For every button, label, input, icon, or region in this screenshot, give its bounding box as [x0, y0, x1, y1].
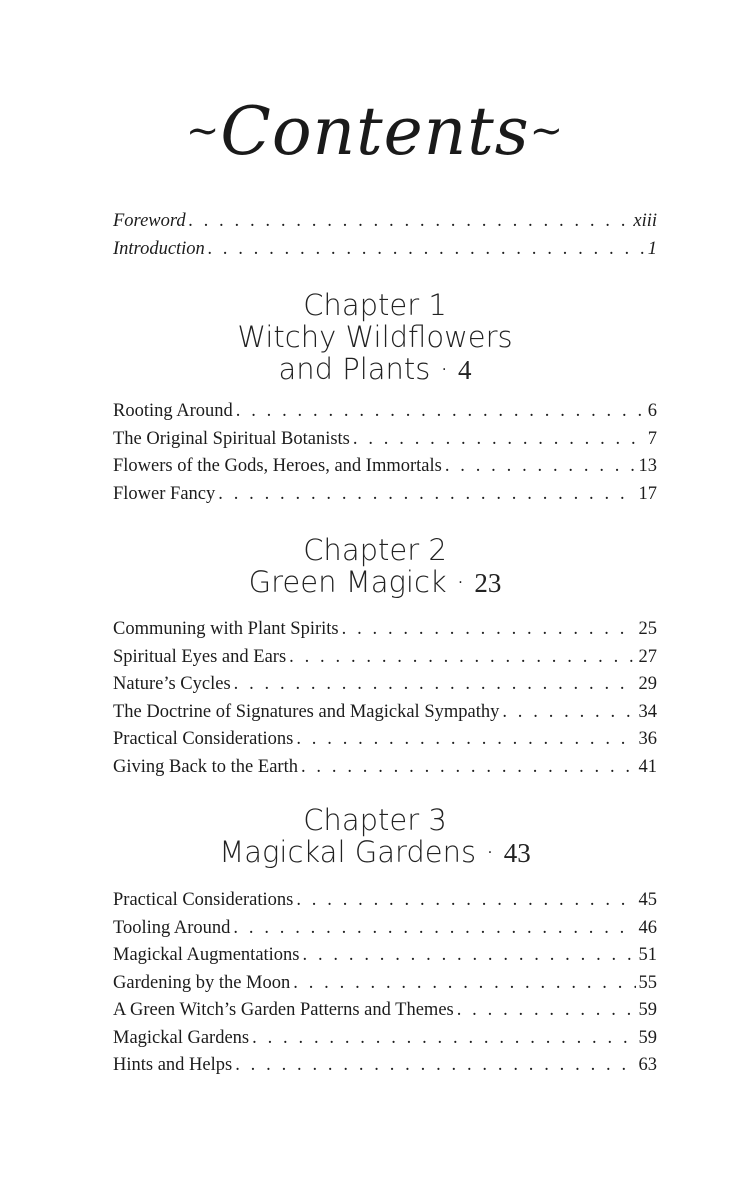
toc-entry-title: The Original Spiritual Botanists [113, 428, 350, 449]
toc-entry-page: 45 [638, 890, 657, 910]
chapter-2-entries [113, 616, 657, 781]
toc-entry-title: Foreword [113, 211, 186, 231]
toc-entry-page: 46 [638, 917, 657, 938]
dot-leader [293, 970, 635, 998]
toc-entry[interactable] [113, 699, 657, 727]
page-title-text: Contents [220, 93, 530, 170]
toc-entry-page: 29 [638, 674, 657, 694]
chapter-1-heading[interactable]: Chapter 1 Witchy Wildflowers and Plants · 4 [0, 289, 750, 386]
toc-entry[interactable] [113, 1052, 657, 1080]
toc-entry[interactable] [113, 481, 657, 509]
toc-entry[interactable] [113, 426, 657, 454]
toc-entry-title: Magickal Gardens [113, 1027, 250, 1048]
dot-leader [234, 671, 636, 699]
dot-leader [301, 754, 636, 782]
dot-leader [296, 887, 635, 915]
toc-entry-title: A Green Witch’s Garden Patterns and Themes [113, 1000, 454, 1020]
dot-leader [502, 699, 635, 727]
toc-entry-foreword[interactable] [113, 208, 657, 236]
toc-entry-page: 17 [638, 483, 657, 504]
toc-entry-title: Hints and Helps [113, 1055, 233, 1075]
toc-entry-page: 63 [638, 1055, 657, 1075]
toc-entry-page: 36 [638, 729, 657, 749]
dot-leader [218, 481, 635, 509]
toc-entry[interactable] [113, 970, 657, 998]
dot-leader [252, 1025, 635, 1053]
toc-entry[interactable] [113, 997, 657, 1025]
toc-entry-title: Tooling Around [113, 917, 231, 938]
toc-entry-title: Magickal Augmentations [113, 945, 300, 965]
toc-entry-title: Rooting Around [113, 401, 233, 421]
toc-entry[interactable] [113, 616, 657, 644]
toc-entry[interactable] [113, 754, 657, 782]
toc-entry[interactable] [113, 671, 657, 699]
chapter-label: Chapter 3 [303, 803, 447, 837]
toc-entry[interactable] [113, 453, 657, 481]
swash-right-ornament: ~ [529, 108, 565, 154]
toc-entry-title: Nature’s Cycles [113, 674, 231, 694]
dot-leader [236, 398, 645, 426]
toc-entry[interactable] [113, 1025, 657, 1053]
toc-entry-page: 51 [638, 945, 657, 965]
toc-entry[interactable] [113, 915, 657, 943]
dot-leader [289, 644, 635, 672]
toc-entry-page: xiii [633, 211, 657, 231]
toc-entry-title: Giving Back to the Earth [113, 756, 298, 777]
toc-entry-title: Flower Fancy [113, 483, 216, 504]
chapter-name-line: Green Magick [248, 565, 447, 599]
dot-leader [353, 426, 645, 454]
chapter-3-heading[interactable]: Chapter 3 Magickal Gardens · 43 [0, 804, 750, 869]
page-title [0, 92, 750, 177]
chapter-label: Chapter 2 [303, 533, 447, 567]
toc-entry-title: Practical Considerations [113, 890, 294, 910]
chapter-page: 4 [458, 355, 472, 385]
chapter-page: 43 [503, 838, 531, 868]
toc-entry[interactable] [113, 942, 657, 970]
chapter-name-line: and Plants [278, 352, 431, 386]
toc-entry[interactable] [113, 398, 657, 426]
toc-entry-page: 41 [638, 756, 657, 777]
chapter-page: 23 [474, 568, 502, 598]
chapter-1-entries [113, 398, 657, 508]
toc-entry[interactable] [113, 644, 657, 672]
toc-entry-page: 7 [647, 428, 657, 449]
dot-leader [233, 915, 635, 943]
dot-leader [457, 997, 636, 1025]
swash-left-ornament: ~ [185, 108, 221, 154]
chapter-name-line: Witchy Wildflowers [237, 320, 513, 354]
toc-entry-page: 25 [638, 619, 657, 639]
toc-entry-page: 6 [647, 401, 657, 421]
toc-entry-page: 1 [647, 238, 657, 259]
toc-entry-page: 59 [638, 1027, 657, 1048]
toc-entry-page: 13 [638, 456, 657, 476]
toc-entry-page: 27 [638, 646, 657, 667]
dot-leader [445, 453, 636, 481]
chapter-name-line: Magickal Gardens [219, 835, 477, 869]
toc-entry[interactable] [113, 887, 657, 915]
toc-entry-title: Introduction [113, 238, 205, 259]
dot-leader [208, 236, 645, 264]
toc-entry-page: 55 [638, 972, 657, 993]
chapter-label: Chapter 1 [303, 288, 447, 322]
dot-leader [296, 726, 635, 754]
toc-entry-title: Communing with Plant Spirits [113, 619, 339, 639]
toc-entry[interactable] [113, 726, 657, 754]
chapter-2-heading[interactable]: Chapter 2 Green Magick · 23 [0, 534, 750, 599]
toc-entry-title: Practical Considerations [113, 729, 294, 749]
dot-leader [342, 616, 636, 644]
toc-entry-title: The Doctrine of Signatures and Magickal Sympathy [113, 701, 500, 722]
chapter-3-entries [113, 887, 657, 1080]
toc-entry-introduction[interactable] [113, 236, 657, 264]
toc-entry-title: Flowers of the Gods, Heroes, and Immortals [113, 456, 442, 476]
toc-entry-title: Spiritual Eyes and Ears [113, 646, 287, 667]
front-matter-list [113, 208, 657, 263]
dot-leader [303, 942, 636, 970]
dot-leader [235, 1052, 635, 1080]
toc-entry-title: Gardening by the Moon [113, 972, 291, 993]
toc-entry-page: 34 [638, 701, 657, 722]
toc-entry-page: 59 [638, 1000, 657, 1020]
dot-leader [189, 208, 631, 236]
